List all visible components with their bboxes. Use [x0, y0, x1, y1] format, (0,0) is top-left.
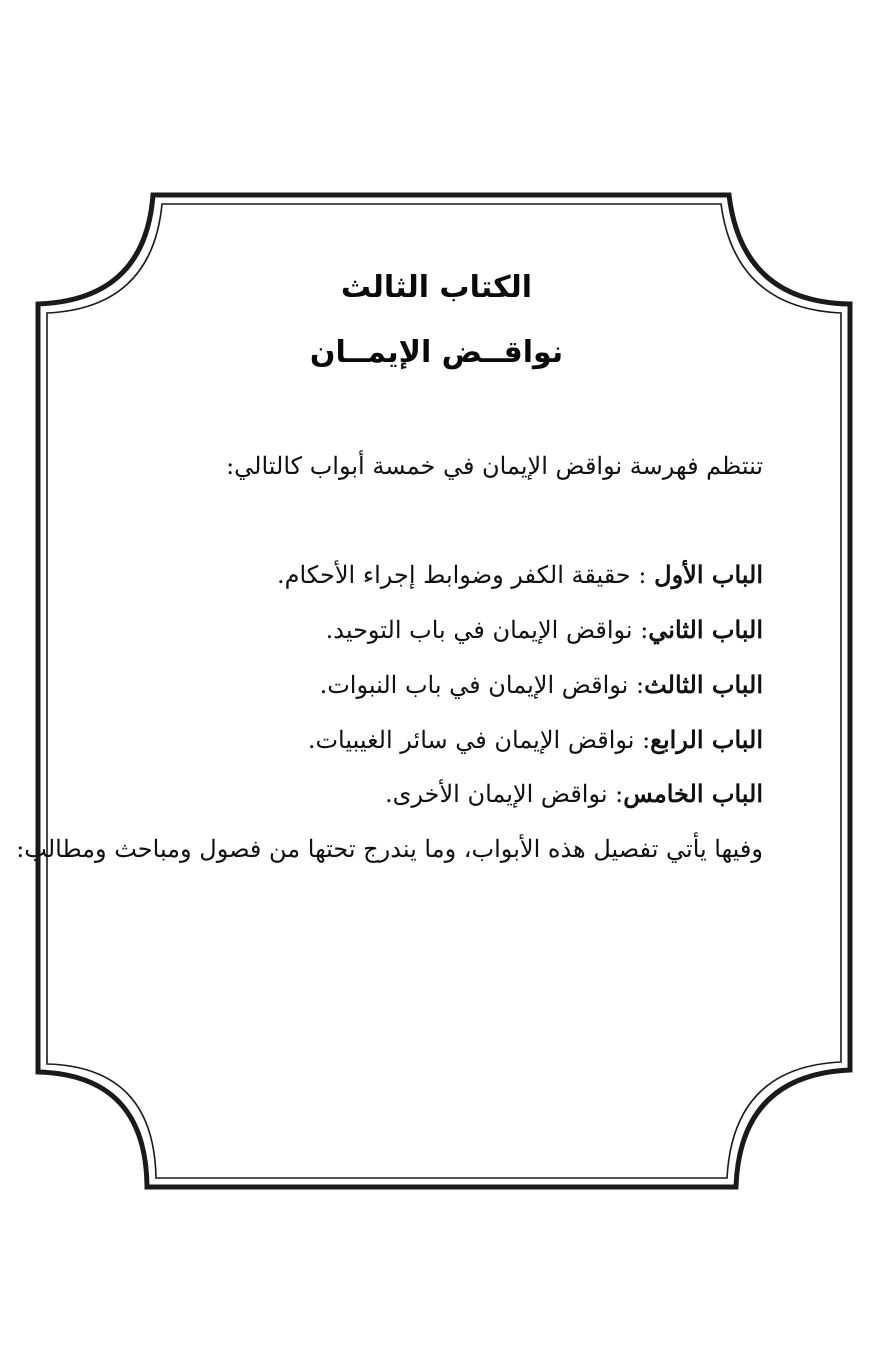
chapter-separator: : — [628, 671, 645, 699]
chapter-label: الباب الرابع — [650, 725, 763, 754]
chapter-line-4 — [60, 723, 763, 757]
chapter-separator: : — [630, 561, 655, 589]
chapter-text: حقيقة الكفر وضوابط إجراء الأحكام. — [276, 561, 631, 589]
chapter-text: نواقض الإيمان الأخرى. — [384, 780, 608, 808]
intro-text: تنتظم فهرسة نواقض الإيمان في خمسة أبواب كالتالي: — [226, 452, 763, 480]
chapter-separator: : — [607, 780, 624, 808]
chapter-label: الباب الثاني — [648, 615, 763, 644]
book-title: الكتاب الثالث — [340, 270, 533, 305]
chapter-text: نواقض الإيمان في باب النبوات. — [319, 671, 629, 699]
chapter-separator: : — [632, 616, 649, 644]
chapter-line-2 — [60, 613, 763, 647]
chapter-text: نواقض الإيمان في باب التوحيد. — [325, 616, 633, 644]
closing-text: وفيها يأتي تفصيل هذه الأبواب، وما يندرج تحتها من فصول ومباحث ومطالب: — [16, 835, 763, 863]
book-subtitle: نواقــض الإيمــان — [309, 335, 564, 370]
chapter-label: الباب الخامس — [623, 779, 763, 808]
chapter-line-3 — [60, 668, 763, 702]
chapter-separator: : — [634, 726, 651, 754]
chapter-text: نواقض الإيمان في سائر الغيبيات. — [307, 726, 635, 754]
chapter-line-5 — [60, 777, 763, 811]
chapter-label: الباب الثالث — [644, 670, 763, 699]
chapter-label: الباب الأول — [654, 560, 763, 589]
chapter-line-1 — [60, 558, 763, 592]
